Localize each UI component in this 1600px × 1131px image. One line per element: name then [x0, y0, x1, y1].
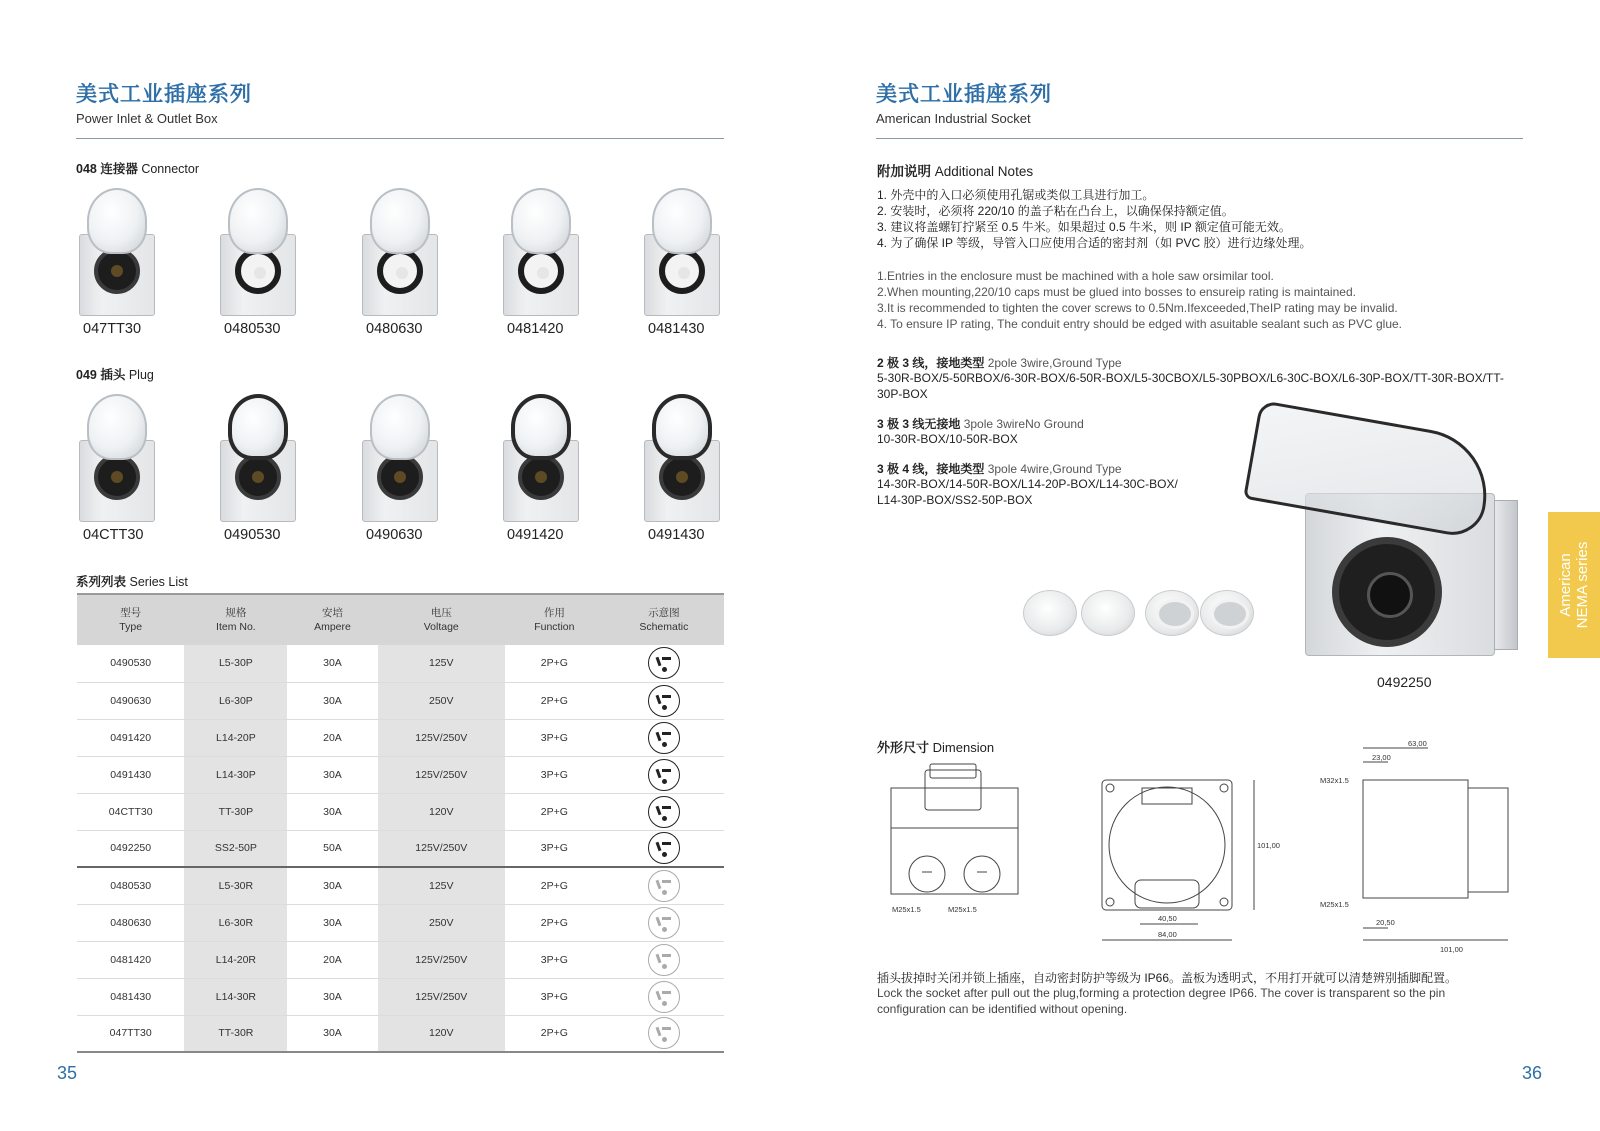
- table-cell: 30A: [287, 645, 377, 682]
- cap-image-1: [1023, 590, 1077, 636]
- table-cell: 0481420: [77, 941, 184, 978]
- table-cell: L14-20P: [184, 719, 287, 756]
- table-cell: 04CTT30: [77, 793, 184, 830]
- note-en-3: 3.It is recommended to tighten the cover screws to 0.5Nm.Ifexceeded,TheIP rating may be invalid.: [877, 301, 1398, 315]
- front-view-port-2: [964, 856, 1000, 892]
- product-code: 0481420: [507, 321, 564, 337]
- table-cell: 125V/250V: [378, 719, 505, 756]
- table-cell: L6-30R: [184, 904, 287, 941]
- table-cell: 30A: [287, 867, 377, 904]
- product-code: 0491430: [648, 527, 705, 543]
- lock-description-cn: 插头拔掉时关闭并锁上插座，自动密封防护等级为 IP66。盖板为透明式，不用打开就可以清楚辨别插脚配置。: [877, 971, 1458, 985]
- table-cell: 120V: [378, 793, 505, 830]
- dim-w8400: 84,00: [1158, 930, 1177, 939]
- type2-title-cn: 3 极 3 线无接地: [877, 417, 961, 431]
- connector-heading-en: Connector: [141, 162, 200, 176]
- type2-title: [877, 415, 1084, 432]
- table-cell: 2P+G: [505, 867, 604, 904]
- dim-w2300: 23,00: [1372, 753, 1391, 762]
- table-cell: 125V: [378, 645, 505, 682]
- column-header: 规格 Item No.: [184, 594, 287, 645]
- table-cell: L5-30P: [184, 645, 287, 682]
- table-cell: 125V/250V: [378, 756, 505, 793]
- table-cell: 2P+G: [505, 645, 604, 682]
- notes-heading-en: Additional Notes: [934, 164, 1034, 179]
- table-cell: L5-30R: [184, 867, 287, 904]
- table-cell: 0481430: [77, 978, 184, 1015]
- left-title-en: Power Inlet & Outlet Box: [76, 111, 218, 126]
- face-view-body: [1102, 780, 1232, 910]
- table-cell: 0480530: [77, 867, 184, 904]
- side-tab: [1548, 512, 1600, 658]
- note-cn-3: 3. 建议将盖螺钉拧紧至 0.5 牛米。如果超过 0.5 牛米，则 IP 额定值可能无效。: [877, 220, 1291, 234]
- table-cell: 30A: [287, 756, 377, 793]
- dim-w10100: 101,00: [1440, 945, 1463, 954]
- socket-lid-image: [1243, 400, 1497, 540]
- type1-title-en: 2pole 3wire,Ground Type: [987, 356, 1122, 370]
- right-title-en: American Industrial Socket: [876, 111, 1031, 126]
- table-cell: 30A: [287, 978, 377, 1015]
- notes-en: [877, 268, 1402, 332]
- dimension-heading-cn: 外形尺寸: [877, 740, 930, 755]
- table-cell: 30A: [287, 904, 377, 941]
- note-en-4: 4. To ensure IP rating, The conduit entry should be edged with asuitable sealant such as PVC glue.: [877, 317, 1403, 331]
- dimension-heading-en: Dimension: [932, 740, 995, 755]
- column-header: 作用 Function: [505, 594, 604, 645]
- table-cell: 125V/250V: [378, 941, 505, 978]
- column-header: 示意图 Schematic: [604, 594, 724, 645]
- note-cn-2: 2. 安装时，必须将 220/10 的盖子粘在凸台上，以确保保持额定值。: [877, 204, 1234, 218]
- table-cell: 20A: [287, 941, 377, 978]
- table-cell: 250V: [378, 904, 505, 941]
- table-cell: 2P+G: [505, 904, 604, 941]
- dim-m25-a: M25x1.5: [892, 905, 921, 914]
- table-cell: 3P+G: [505, 756, 604, 793]
- table-cell: L14-20R: [184, 941, 287, 978]
- table-cell: 50A: [287, 830, 377, 867]
- left-title-cn: 美式工业插座系列: [76, 83, 252, 106]
- dim-w2050: 20,50: [1376, 918, 1395, 927]
- dim-h101: 101,00: [1257, 841, 1280, 850]
- table-cell: 0491430: [77, 756, 184, 793]
- type1-title-cn: 2 极 3 线，接地类型: [877, 356, 985, 370]
- lock-description-en: Lock the socket after pull out the plug,forming a protection degree IP66. The cover is transparent so the pin configuration can be identified without opening.: [877, 986, 1446, 1016]
- notes-heading: [877, 160, 1033, 180]
- column-header: 型号 Type: [77, 594, 184, 645]
- table-cell: 30A: [287, 1015, 377, 1052]
- table-cell: 30A: [287, 793, 377, 830]
- table-cell: 3P+G: [505, 719, 604, 756]
- series-heading-en: Series List: [129, 575, 188, 589]
- type3-title-en: 3pole 4wire,Ground Type: [987, 462, 1122, 476]
- table-cell: L14-30R: [184, 978, 287, 1015]
- plug-heading-cn: 049 插头: [76, 368, 126, 382]
- table-cell: 250V: [378, 682, 505, 719]
- product-code: 0491420: [507, 527, 564, 543]
- table-cell: 20A: [287, 719, 377, 756]
- table-cell: 0490530: [77, 645, 184, 682]
- series-heading-cn: 系列列表: [76, 575, 127, 589]
- table-cell: TT-30R: [184, 1015, 287, 1052]
- dim-m32: M32x1.5: [1320, 776, 1349, 785]
- table-cell: 125V/250V: [378, 830, 505, 867]
- socket-face-image: [1332, 537, 1442, 647]
- dim-m25-c: M25x1.5: [1320, 900, 1349, 909]
- front-view-body: [891, 788, 1018, 894]
- column-header: 电压 Voltage: [378, 594, 505, 645]
- product-code: 0490630: [366, 527, 423, 543]
- product-code: 04CTT30: [83, 527, 144, 543]
- note-cn-4: 4. 为了确保 IP 等级，导管入口应使用合适的密封剂（如 PVC 胶）进行边缘处理。: [877, 236, 1312, 250]
- table-cell: 30A: [287, 682, 377, 719]
- dim-w6300: 63,00: [1408, 740, 1427, 748]
- note-en-1: 1.Entries in the enclosure must be machined with a hole saw orsimilar tool.: [877, 269, 1274, 283]
- notes-heading-cn: 附加说明: [877, 164, 931, 179]
- type2-title-en: 3pole 3wireNo Ground: [963, 417, 1084, 431]
- side-tab-line1: American: [1557, 553, 1574, 617]
- table-cell: SS2-50P: [184, 830, 287, 867]
- table-cell: L14-30P: [184, 756, 287, 793]
- product-code: 047TT30: [83, 321, 142, 337]
- column-header: 安培 Ampere: [287, 594, 377, 645]
- table-cell: TT-30P: [184, 793, 287, 830]
- table-cell: 120V: [378, 1015, 505, 1052]
- right-title-rule: [876, 138, 1523, 139]
- product-code: 0481430: [648, 321, 705, 337]
- table-cell: 0491420: [77, 719, 184, 756]
- right-title-cn: 美式工业插座系列: [876, 83, 1052, 106]
- type1-models: 5-30R-BOX/5-50RBOX/6-30R-BOX/6-50R-BOX/L5-30CBOX/L5-30PBOX/L6-30C-BOX/L6-30P-BOX/TT-30R-BOX/TT-30P-BOX: [877, 371, 1504, 401]
- table-cell: 0480630: [77, 904, 184, 941]
- front-view-port-1: [909, 856, 945, 892]
- product-code: 0490530: [224, 527, 281, 543]
- type2-models: 10-30R-BOX/10-50R-BOX: [877, 432, 1018, 446]
- dimension-drawings: [880, 740, 1520, 960]
- type3-title-cn: 3 极 4 线，接地类型: [877, 462, 985, 476]
- side-tab-line2: NEMA series: [1574, 541, 1591, 629]
- table-cell: 3P+G: [505, 941, 604, 978]
- side-view-body: [1363, 780, 1468, 898]
- dim-m25-b: M25x1.5: [948, 905, 977, 914]
- dim-w4050: 40,50: [1158, 914, 1177, 923]
- front-view-lid: [925, 770, 981, 810]
- product-code: 0480530: [224, 321, 281, 337]
- type3-models-line2: L14-30P-BOX/SS2-50P-BOX: [877, 493, 1033, 507]
- table-cell: 125V: [378, 867, 505, 904]
- table-cell: 3P+G: [505, 830, 604, 867]
- product-code: 0480630: [366, 321, 423, 337]
- right-page-number: 36: [1522, 1063, 1543, 1083]
- table-cell: 125V/250V: [378, 978, 505, 1015]
- type3-title: [877, 460, 1122, 477]
- table-cell: 2P+G: [505, 682, 604, 719]
- table-cell: L6-30P: [184, 682, 287, 719]
- type1-title: [877, 354, 1122, 371]
- left-page-number: 35: [57, 1063, 78, 1083]
- notes-cn: [877, 187, 1311, 251]
- connector-heading-cn: 048 连接器: [76, 162, 138, 176]
- table-cell: 0492250: [77, 830, 184, 867]
- table-cell: 3P+G: [505, 978, 604, 1015]
- table-cell: 0490630: [77, 682, 184, 719]
- cap-image-4: [1200, 590, 1254, 636]
- cap-image-2: [1081, 590, 1135, 636]
- product-label: 0492250: [1377, 674, 1432, 690]
- plug-heading-en: Plug: [128, 368, 154, 382]
- cap-image-3: [1145, 590, 1199, 636]
- table-cell: 047TT30: [77, 1015, 184, 1052]
- note-cn-1: 1. 外壳中的入口必须使用孔锯或类似工具进行加工。: [877, 188, 1155, 202]
- type3-models-line1: 14-30R-BOX/14-50R-BOX/L14-20P-BOX/L14-30C-BOX/: [877, 477, 1178, 491]
- table-cell: 2P+G: [505, 1015, 604, 1052]
- note-en-2: 2.When mounting,220/10 caps must be glued into bosses to ensureip rating is maintained.: [877, 285, 1356, 299]
- table-cell: 2P+G: [505, 793, 604, 830]
